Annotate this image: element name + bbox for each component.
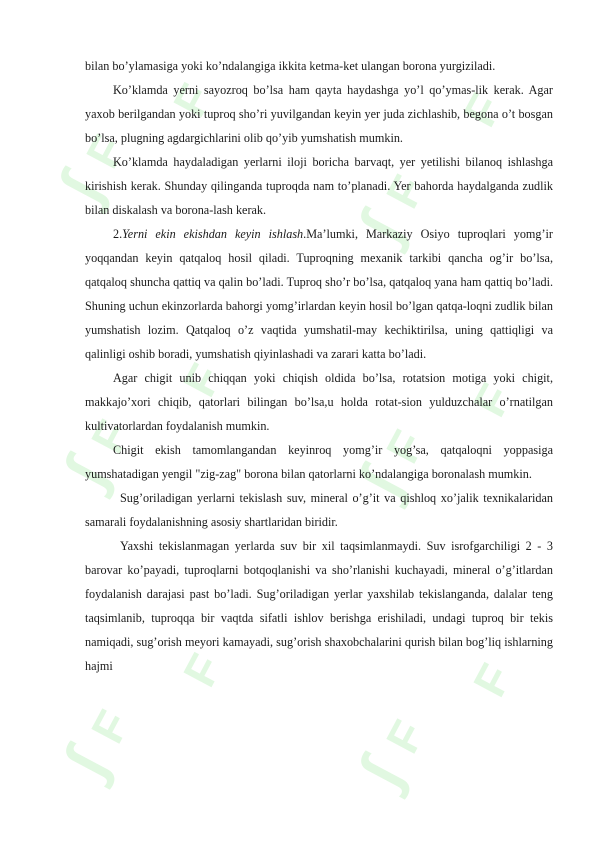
paragraph: Yaxshi tekislanmagan yerlarda suv bir xil taqsimlanmaydi. Suv isrofgarchiligi 2 - 3 barovar ko’payadi, tuproqlarni botqoqlanishi va sho’rlanishi kuchayadi, mineral o’g’itlardan foydalanish darajasi past bo’ladi. Sug’oriladigan yerlar yaxshilab tekislanganda, dalalar teng taqsimlanib, tuproqqa bir vaqtda sifatli ishlov berishga erishiladi, undagi tuproq bir tekis namiqadi, sug’orish meyori kamayadi, sug’orish shaxobchalarini qurish bilan bog’liq ishlarning hajmi [85,539,553,673]
watermark-mark [50,696,144,790]
svg-text:F: F [80,411,140,462]
svg-text:F: F [75,126,135,177]
svg-text:F: F [172,645,233,695]
paragraph: Ko’klamda yerni sayozroq bo’lsa ham qayta haydashga yo’l qo’ymas-lik kerak. Agar yaxob berilgandan yoki tuproq sho’ri yuvilgandan keyin yer juda zichlashib, begona o’t bosgan bo’lsa, plugning agdargichlarini olib qo’yib yumshatish mumkin. [85,83,553,145]
svg-text:∫: ∫ [346,204,416,252]
svg-text:∫: ∫ [51,739,121,787]
paragraph: Chigit ekish tamomlangandan keyinroq yomg’ir yog’sa, qatqaloqni yoppasiga yumshatadigan yengil "zig-zag" borona bilan qatorlarni ko’ndalangiga boronalash mumkin. [85,443,553,481]
svg-text:F: F [375,711,435,762]
svg-text:F: F [172,355,233,405]
svg-text:F: F [375,166,435,217]
paragraph: Sug’oriladigan yerlarni tekislash suv, mineral o’g’it va qishloq xo’jalik texnikalaridan samarali foydalanishning asosiy shartlaridan biridir. [85,491,553,529]
svg-text:∫: ∫ [46,164,116,212]
paragraph: Agar chigit unib chiqqan yoki chiqish oldida bo’lsa, rotatsion motiga yoki chigit, makkajo’xori chiqib, qatorlari bilingan bo’lsa,u holda rotat-sion yulduzchalar o’rnatilgan kultivatorlardan foydalanish mumkin. [85,371,553,433]
svg-text:∫: ∫ [51,449,121,497]
section-text: .Ma’lumki, Markaziy Osiyo tuproqlari yomg’ir yoqqandan keyin qatqaloq hosil qiladi. Tuproqning mexanik tarkibi qancha og’ir bo’lsa, qatqaloq shuncha qattiq va qalin bo’ladi. Tuproq sho’r bo’lsa, qatqaloq yana ham qattiq bo’ladi. Shuning uchun ekinzorlarda bahorgi yomg’irlardan keyin hosil bo’lgan qatqa-loqni zudlik bilan yumshatish lozim. Qatqaloq o’z vaqtida yumshatil-may kechiktirilsa, uning qattiqligi va qalinligi oshib boradi, yumshatish qiyinlashadi va zarari katta bo’ladi. [85,227,553,361]
document-page [85,54,553,678]
paragraph: Ko’klamda haydaladigan yerlarni iloji boricha barvaqt, yer yetilishi bilanoq ishlashga kirishish kerak. Shunday qilinganda tuproqda nam to’planadi. Yer bahorda haydalganda zudlik bilan diskalash va borona-lash kerak. [85,155,553,217]
svg-text:F: F [462,375,523,425]
watermark-mark [345,706,439,800]
svg-text:∫: ∫ [346,749,416,797]
svg-text:F: F [375,421,435,472]
svg-text:F: F [462,655,523,705]
svg-text:∫: ∫ [346,459,416,507]
svg-text:F: F [162,75,223,125]
svg-text:F: F [80,701,140,752]
paragraph-section-2 [85,222,553,366]
section-title: Yerni ekin ekishdan keyin ishlash [122,227,304,241]
section-number: 2. [113,227,123,241]
svg-text:F: F [452,85,513,135]
paragraph: bilan bo’ylamasiga yoki ko’ndalangiga ikkita ketma-ket ulangan borona yurgiziladi. [85,59,496,73]
